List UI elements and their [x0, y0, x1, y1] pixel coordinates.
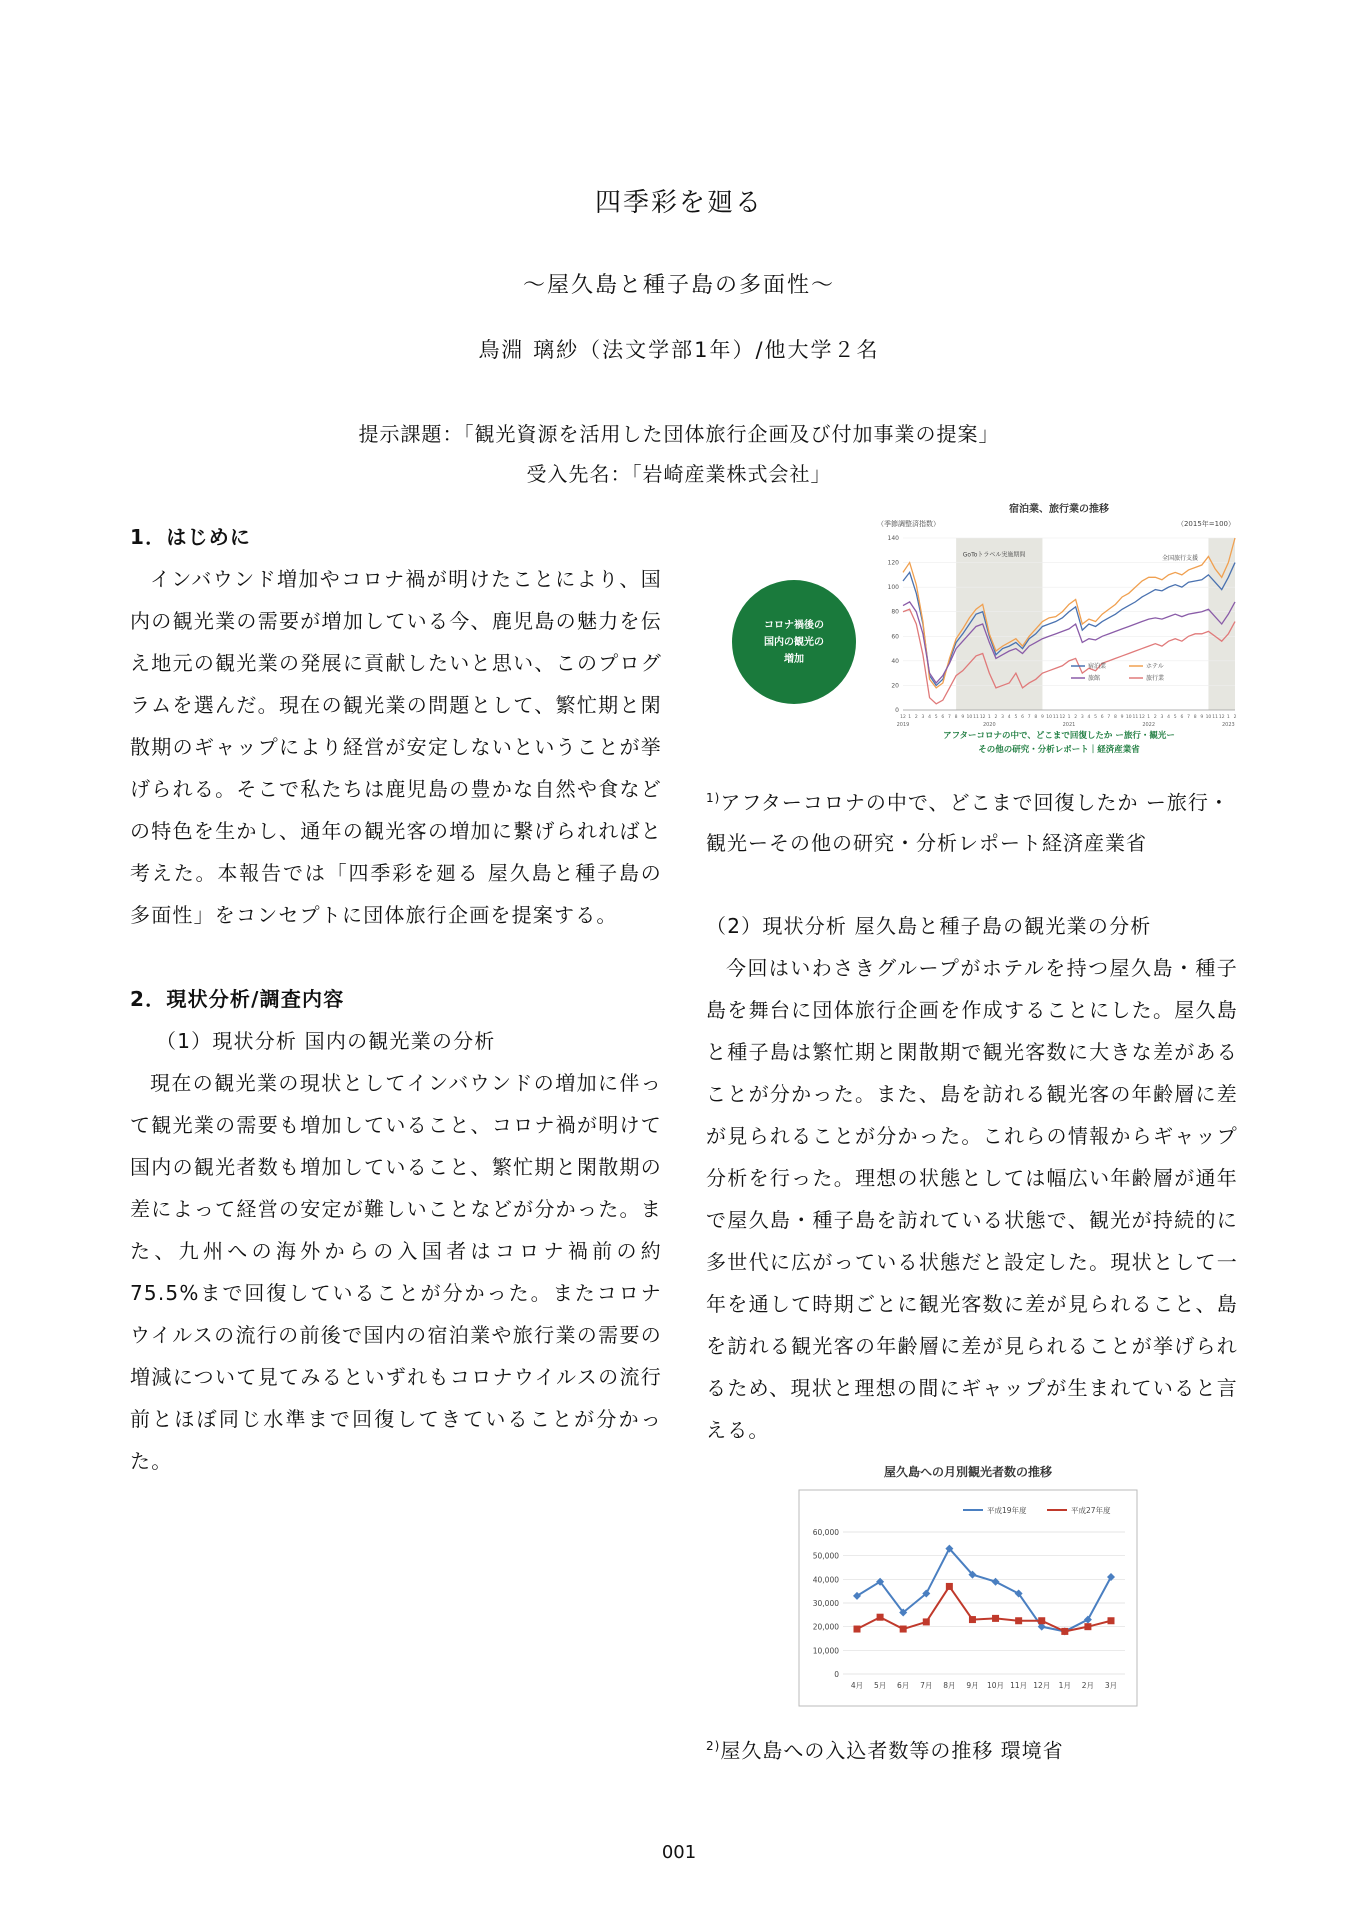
chart1-base-note: （2015年=100） — [1176, 520, 1235, 528]
chart2-point — [1084, 1623, 1091, 1630]
chart1-ytick: 20 — [891, 682, 899, 690]
chart1-xtick: 9 — [961, 715, 965, 720]
chart-accommodation-travel — [873, 498, 1245, 766]
section2-heading: 2．現状分析/調査内容 — [130, 987, 345, 1011]
chart1-ytick: 0 — [895, 707, 899, 714]
chart1-xtick: 9 — [1200, 715, 1204, 720]
chart2-point — [854, 1626, 861, 1633]
chart1-xtick: 7 — [948, 715, 951, 720]
chart1-xtick: 1 — [987, 715, 991, 720]
chart2-ytick: 20,000 — [812, 1622, 839, 1632]
chart2-point — [900, 1626, 907, 1633]
chart1-ytick: 140 — [887, 535, 899, 542]
chart2-legend-label: 平成19年度 — [987, 1506, 1027, 1515]
chart1-xtick: 7 — [1187, 715, 1190, 720]
chart2-point — [946, 1583, 953, 1590]
chart1-xtick: 5 — [1173, 715, 1177, 720]
section1-heading: 1．はじめに — [130, 525, 252, 549]
badge-line-3: 増加 — [784, 653, 804, 665]
section1-body: インバウンド増加やコロナ禍が明けたことにより、国内の観光業の需要が増加している今、鹿児島の魅力を伝え地元の観光業の発展に貢献したいと思い、このプログラムを選んだ。現在の観光業の問題として、繁忙期と閑散期のギャップにより経営が安定しないということが挙げられる。そこで私たちは鹿児島の豊かな自然や食などの特色を生かし、通年の観光客の増加に繋げられればと考えた。本報告では「四季彩を廻る 屋久島と種子島の多面性」をコンセプトに団体旅行企画を提案する。 — [130, 567, 662, 927]
support-note: 全国旅行支援 — [1161, 555, 1198, 563]
chart1-xtick: 10 — [966, 715, 973, 720]
chart2-xtick: 12月 — [1033, 1681, 1051, 1690]
chart2-ytick: 30,000 — [812, 1599, 839, 1608]
chart1-series-line — [903, 602, 1235, 683]
section2-body1: 現在の観光業の現状としてインバウンドの増加に伴って観光業の需要も増加していること、コロナ禍が明けて国内の観光者数も増加していること、繁忙期と閑散期の差によって経営の安定が難しいことなどが分かった。また、九州への海外からの入国者はコロナ禍前の約 75.5%まで回復していることが分かった。またコロナウイルスの流行の前後で国内の宿泊業や旅行業の需要の増減について見てみるといずれもコロナウイルスの流行前とほぼ同じ水準まで回復してきていることが分かった。 — [130, 1071, 662, 1473]
chart1-legend-label: 旅行業 — [1146, 675, 1165, 682]
chart1-xtick: 12 — [900, 715, 906, 720]
chart1-xtick: 6 — [941, 715, 945, 720]
chart1-xtick: 8 — [954, 715, 958, 720]
chart1-xtick: 6 — [1100, 715, 1104, 720]
chart2-point — [1015, 1617, 1022, 1624]
right-column — [706, 778, 1238, 1451]
chart1-xtick: 2 — [914, 715, 918, 720]
chart1-xtick: 1 — [1147, 715, 1151, 720]
chart1-xtick: 5 — [1094, 715, 1097, 720]
chart2-point — [992, 1615, 999, 1622]
chart2-point — [1038, 1617, 1045, 1624]
chart1-xtick: 5 — [1014, 715, 1018, 720]
chart1-xtick: 4 — [1087, 715, 1091, 720]
chart2-ytick: 0 — [834, 1670, 839, 1679]
chart1-xtick: 11 — [1212, 715, 1218, 720]
chart1-xtick: 7 — [1107, 715, 1111, 720]
chart1-xtick: 6 — [1180, 715, 1184, 720]
chart1-xtick: 7 — [1027, 715, 1031, 720]
page-title: 四季彩を廻る — [594, 188, 763, 218]
chart2-point — [923, 1618, 930, 1625]
figure1-caption-text: アフターコロナの中で、どこまで回復したか ー旅行・観光ーその他の研究・分析レポート経済産業省 — [706, 790, 1230, 855]
figure2-caption-text: 屋久島への入込者数等の推移 環境省 — [720, 1738, 1064, 1763]
page-number: 001 — [661, 1842, 697, 1863]
chart1-xtick: 12 — [1059, 715, 1066, 720]
chart1-xtick: 12 — [1218, 715, 1225, 720]
chart2-ytick: 40,000 — [812, 1575, 839, 1585]
author-line: 鳥淵 璃紗（法文学部1年）/他大学２名 — [478, 338, 880, 362]
figure-1 — [725, 498, 1245, 766]
chart2-xtick: 9月 — [966, 1681, 979, 1690]
chart1-xtick: 8 — [1193, 715, 1197, 720]
chart1-year-label: 2022 — [1142, 722, 1156, 728]
chart1-xtick: 2 — [994, 715, 998, 720]
chart2-frame — [799, 1490, 1137, 1706]
chart1-ytick: 100 — [887, 584, 899, 592]
page-subtitle: 〜屋久島と種子島の多面性〜 — [522, 273, 835, 298]
chart1-ytick: 40 — [891, 657, 899, 665]
chart1-xtick: 2 — [1153, 715, 1157, 720]
chart1-xtick: 12 — [1139, 715, 1145, 720]
chart1-xtick: 1 — [1067, 715, 1071, 720]
chart2-ytick: 50,000 — [812, 1551, 839, 1561]
section2-body2: 今回はいわさきグループがホテルを持つ屋久島・種子島を舞台に団体旅行企画を作成することにした。屋久島と種子島は繁忙期と閑散期で観光客数に大きな差があることが分かった。また、島を訪れる観光客の年齢層に差が見られることが分かった。これらの情報からギャップ分析を行った。理想の状態としては幅広い年齢層が通年で屋久島・種子島を訪れている状態で、観光が持続的に多世代に広がっている状態だと設定した。現状として一年を通して時期ごとに観光客数に差が見られること、島を訪れる観光客の年齢層に差が見られることが挙げられるため、現状と理想の間にギャップが生まれていると言える。 — [706, 955, 1238, 1442]
figure1-caption — [706, 778, 1238, 863]
chart2-xtick: 4月 — [850, 1681, 864, 1690]
chart1-xtick: 12 — [979, 715, 986, 720]
chart1-xtick: 10 — [1125, 715, 1132, 720]
chart1-xtick: 9 — [1120, 715, 1124, 720]
chart2-xtick: 5月 — [873, 1681, 887, 1690]
chart2-xtick: 8月 — [943, 1681, 956, 1690]
chart1-xtick: 8 — [1034, 715, 1038, 720]
chart2-xtick: 1月 — [1058, 1681, 1071, 1690]
task-line: 提示課題：「観光資源を活用した団体旅行企画及び付加事業の提案」 — [358, 422, 1000, 446]
chart2-xtick: 2月 — [1081, 1681, 1095, 1690]
chart-yakushima-visitors — [793, 1460, 1143, 1710]
chart1-year-label: 2021 — [1062, 722, 1076, 728]
section2-sub2: （2）現状分析 屋久島と種子島の観光業の分析 — [706, 913, 1152, 938]
chart1-footer-2: その他の研究・分析レポート｜経済産業省 — [978, 745, 1140, 755]
chart1-ylabel: （季節調整済指数） — [877, 520, 940, 528]
chart1-legend-label: ホテル — [1146, 663, 1164, 670]
chart2-ytick: 10,000 — [812, 1646, 839, 1656]
badge-line-1: コロナ禍後の — [764, 619, 824, 631]
chart1-xtick: 8 — [1114, 715, 1117, 720]
chart1-xtick: 4 — [928, 715, 931, 720]
chart2-xtick: 6月 — [897, 1681, 910, 1690]
figure1-badge — [732, 580, 856, 704]
chart1-xtick: 1 — [1226, 715, 1230, 720]
chart1-xtick: 11 — [1132, 715, 1139, 720]
host-line: 受入先名：「岩崎産業株式会社」 — [526, 462, 832, 486]
chart1-legend-label: 旅館 — [1088, 675, 1101, 682]
chart2-xtick: 11月 — [1010, 1681, 1028, 1690]
chart2-title: 屋久島への月別観光者数の推移 — [883, 1465, 1053, 1479]
chart2-point — [969, 1616, 976, 1623]
chart2-xtick: 10月 — [987, 1681, 1005, 1690]
chart1-xtick: 3 — [1001, 715, 1005, 720]
figure2-caption — [706, 1726, 1064, 1771]
figure1-caption-num: 1) — [706, 791, 721, 805]
chart1-xtick: 6 — [1021, 715, 1024, 720]
chart1-footer-1: アフターコロナの中で、どこまで回復したか ー旅行・観光ー — [943, 731, 1175, 741]
chart1-xtick: 3 — [1080, 715, 1084, 720]
chart1-ytick: 60 — [891, 633, 899, 641]
chart1-legend-label: 宿泊業 — [1088, 663, 1107, 670]
chart1-series-line — [903, 563, 1235, 686]
chart1-xtick: 2 — [1074, 715, 1078, 720]
figure2-caption-num: 2) — [706, 1739, 721, 1753]
chart1-xtick: 4 — [1007, 715, 1011, 720]
chart2-xtick: 7月 — [920, 1681, 933, 1690]
chart1-xtick: 10 — [1205, 715, 1212, 720]
chart1-ytick: 120 — [887, 559, 899, 567]
chart1-xtick: 3 — [921, 715, 925, 720]
chart2-point — [1061, 1628, 1068, 1635]
chart2-point — [1108, 1617, 1115, 1624]
goto-note: GoToトラベル実施期間 — [962, 551, 1026, 559]
section2-sub1: （1）現状分析 国内の観光業の分析 — [156, 1029, 496, 1053]
chart1-ytick: 80 — [891, 608, 899, 616]
chart2-ytick: 60,000 — [812, 1528, 839, 1537]
chart1-xtick: 9 — [1041, 715, 1044, 720]
chart1-xtick: 11 — [1052, 715, 1059, 720]
chart1-xtick: 5 — [934, 715, 938, 720]
left-column — [130, 516, 662, 1482]
chart2-point — [877, 1614, 884, 1621]
chart1-title: 宿泊業、旅行業の推移 — [1009, 504, 1109, 515]
chart2-legend-label: 平成27年度 — [1071, 1506, 1111, 1515]
badge-line-2: 国内の観光の — [764, 636, 824, 648]
chart1-year-label: 2019 — [896, 722, 910, 728]
chart2-xtick: 3月 — [1104, 1681, 1118, 1690]
chart1-xtick: 11 — [973, 715, 979, 720]
chart1-year-label: 2020 — [982, 722, 996, 728]
chart1-year-label: 2023 — [1221, 722, 1235, 728]
chart1-xtick: 1 — [908, 715, 912, 720]
chart1-xtick: 4 — [1167, 715, 1171, 720]
chart1-xtick: 2 — [1233, 715, 1237, 720]
chart1-xtick: 3 — [1160, 715, 1164, 720]
chart1-xtick: 10 — [1046, 715, 1052, 720]
